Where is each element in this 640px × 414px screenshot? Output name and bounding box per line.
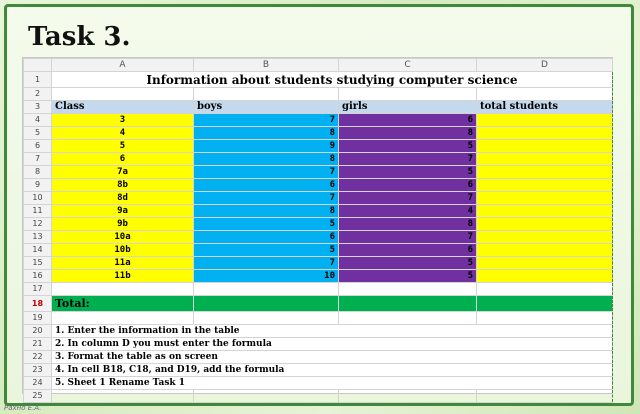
row-number[interactable]: 8	[24, 166, 52, 179]
cell[interactable]	[52, 312, 194, 325]
boys-cell[interactable]: 8	[194, 127, 339, 140]
class-cell[interactable]: 9a	[52, 205, 194, 218]
column-header-d[interactable]: D	[477, 59, 613, 72]
row-number[interactable]: 24	[24, 377, 52, 390]
column-header-b[interactable]: B	[194, 59, 339, 72]
empty-row	[24, 390, 613, 403]
cell[interactable]	[52, 88, 194, 101]
class-cell[interactable]: 9b	[52, 218, 194, 231]
spreadsheet-grid	[23, 58, 613, 403]
boys-cell[interactable]: 6	[194, 179, 339, 192]
instruction-text[interactable]: 1. Enter the information in the table	[52, 325, 613, 338]
cell[interactable]	[477, 312, 613, 325]
empty-row	[24, 88, 613, 101]
row-number[interactable]: 12	[24, 218, 52, 231]
row-number[interactable]: 2	[24, 88, 52, 101]
table-row	[24, 218, 613, 231]
row-number[interactable]: 17	[24, 283, 52, 296]
row-number[interactable]: 16	[24, 270, 52, 283]
column-header-a[interactable]: A	[52, 59, 194, 72]
data-rows	[24, 114, 613, 283]
class-cell[interactable]: 10b	[52, 244, 194, 257]
total-boys-cell[interactable]	[194, 296, 339, 312]
table-title-cell[interactable]: Information about students studying computer science	[52, 72, 613, 88]
instruction-row	[24, 377, 613, 390]
table-row	[24, 270, 613, 283]
girls-cell[interactable]: 8	[339, 127, 477, 140]
girls-cell[interactable]: 7	[339, 153, 477, 166]
header-cell-boys[interactable]: boys	[194, 101, 339, 114]
header-cell-girls[interactable]: girls	[339, 101, 477, 114]
row-number[interactable]: 14	[24, 244, 52, 257]
cell[interactable]	[339, 390, 477, 403]
table-row	[24, 179, 613, 192]
cell[interactable]	[194, 390, 339, 403]
row-number[interactable]: 15	[24, 257, 52, 270]
table-row	[24, 127, 613, 140]
table-row	[24, 166, 613, 179]
author-footer: Рахно Е.А.	[4, 404, 42, 412]
total-students-cell[interactable]	[477, 179, 613, 192]
table-row	[24, 244, 613, 257]
row-number[interactable]: 11	[24, 205, 52, 218]
header-cell-total[interactable]: total students	[477, 101, 613, 114]
class-cell[interactable]: 11b	[52, 270, 194, 283]
table-row	[24, 257, 613, 270]
class-cell[interactable]: 4	[52, 127, 194, 140]
row-number[interactable]: 7	[24, 153, 52, 166]
table-row	[24, 114, 613, 127]
row-number[interactable]: 21	[24, 338, 52, 351]
boys-cell[interactable]: 9	[194, 140, 339, 153]
instruction-row	[24, 364, 613, 377]
row-number[interactable]: 23	[24, 364, 52, 377]
total-row	[24, 296, 613, 312]
class-cell[interactable]: 5	[52, 140, 194, 153]
total-students-cell[interactable]	[477, 270, 613, 283]
cell[interactable]	[52, 283, 194, 296]
instruction-row	[24, 338, 613, 351]
total-students-cell[interactable]	[477, 153, 613, 166]
instruction-row	[24, 351, 613, 364]
empty-row	[24, 283, 613, 296]
instruction-rows	[24, 325, 613, 390]
cell[interactable]	[52, 390, 194, 403]
class-cell[interactable]: 10a	[52, 231, 194, 244]
cell[interactable]	[339, 283, 477, 296]
class-cell[interactable]: 6	[52, 153, 194, 166]
total-girls-cell[interactable]	[339, 296, 477, 312]
instruction-text[interactable]: 3. Format the table as on screen	[52, 351, 613, 364]
total-label-cell[interactable]: Total:	[52, 296, 194, 312]
class-cell[interactable]: 3	[52, 114, 194, 127]
cell[interactable]	[194, 312, 339, 325]
instruction-text[interactable]: 4. In cell B18, C18, and D19, add the formula	[52, 364, 613, 377]
total-students-cell[interactable]	[477, 114, 613, 127]
boys-cell[interactable]: 7	[194, 166, 339, 179]
total-students-cell[interactable]	[477, 140, 613, 153]
total-students-cell[interactable]	[477, 127, 613, 140]
girls-cell[interactable]: 7	[339, 192, 477, 205]
row-number[interactable]: 20	[24, 325, 52, 338]
row-number[interactable]: 13	[24, 231, 52, 244]
total-students-cell[interactable]	[477, 244, 613, 257]
girls-cell[interactable]: 4	[339, 205, 477, 218]
table-row	[24, 153, 613, 166]
boys-cell[interactable]: 8	[194, 153, 339, 166]
cell[interactable]	[194, 88, 339, 101]
row-number[interactable]: 9	[24, 179, 52, 192]
spreadsheet	[22, 57, 613, 400]
header-cell-class[interactable]: Class	[52, 101, 194, 114]
class-cell[interactable]: 11a	[52, 257, 194, 270]
class-cell[interactable]: 8d	[52, 192, 194, 205]
girls-cell[interactable]: 5	[339, 257, 477, 270]
girls-cell[interactable]: 6	[339, 179, 477, 192]
total-students-cell[interactable]	[477, 231, 613, 244]
total-students-cell[interactable]	[477, 296, 613, 312]
boys-cell[interactable]: 10	[194, 270, 339, 283]
total-students-cell[interactable]	[477, 192, 613, 205]
row-number[interactable]: 25	[24, 390, 52, 403]
column-header-row	[24, 59, 613, 72]
cell[interactable]	[339, 88, 477, 101]
slide-title: Task 3.	[28, 22, 131, 52]
instruction-row	[24, 325, 613, 338]
boys-cell[interactable]: 7	[194, 192, 339, 205]
boys-cell[interactable]: 6	[194, 231, 339, 244]
row-number[interactable]: 19	[24, 312, 52, 325]
girls-cell[interactable]: 8	[339, 218, 477, 231]
boys-cell[interactable]: 7	[194, 114, 339, 127]
empty-row	[24, 312, 613, 325]
table-row	[24, 231, 613, 244]
class-cell[interactable]: 8b	[52, 179, 194, 192]
table-row	[24, 205, 613, 218]
cell[interactable]	[477, 390, 613, 403]
row-number[interactable]: 6	[24, 140, 52, 153]
class-cell[interactable]: 7a	[52, 166, 194, 179]
row-number[interactable]: 4	[24, 114, 52, 127]
boys-cell[interactable]: 8	[194, 205, 339, 218]
row-number[interactable]: 5	[24, 127, 52, 140]
row-number[interactable]: 22	[24, 351, 52, 364]
table-row	[24, 192, 613, 205]
boys-cell[interactable]: 5	[194, 244, 339, 257]
girls-cell[interactable]: 5	[339, 140, 477, 153]
cell[interactable]	[477, 283, 613, 296]
boys-cell[interactable]: 5	[194, 218, 339, 231]
girls-cell[interactable]: 5	[339, 270, 477, 283]
girls-cell[interactable]: 7	[339, 231, 477, 244]
boys-cell[interactable]: 7	[194, 257, 339, 270]
title-row	[24, 72, 613, 88]
header-row	[24, 101, 613, 114]
select-all-corner[interactable]	[24, 59, 52, 72]
total-students-cell[interactable]	[477, 218, 613, 231]
girls-cell[interactable]: 6	[339, 114, 477, 127]
cell[interactable]	[477, 88, 613, 101]
row-number[interactable]: 3	[24, 101, 52, 114]
total-students-cell[interactable]	[477, 166, 613, 179]
table-row	[24, 140, 613, 153]
total-students-cell[interactable]	[477, 205, 613, 218]
cell[interactable]	[339, 312, 477, 325]
row-number[interactable]: 1	[24, 72, 52, 88]
total-students-cell[interactable]	[477, 257, 613, 270]
column-header-c[interactable]: C	[339, 59, 477, 72]
row-number[interactable]: 10	[24, 192, 52, 205]
cell[interactable]	[194, 283, 339, 296]
instruction-text[interactable]: 5. Sheet 1 Rename Task 1	[52, 377, 613, 390]
girls-cell[interactable]: 6	[339, 244, 477, 257]
row-number[interactable]: 18	[24, 296, 52, 312]
instruction-text[interactable]: 2. In column D you must enter the formula	[52, 338, 613, 351]
girls-cell[interactable]: 5	[339, 166, 477, 179]
